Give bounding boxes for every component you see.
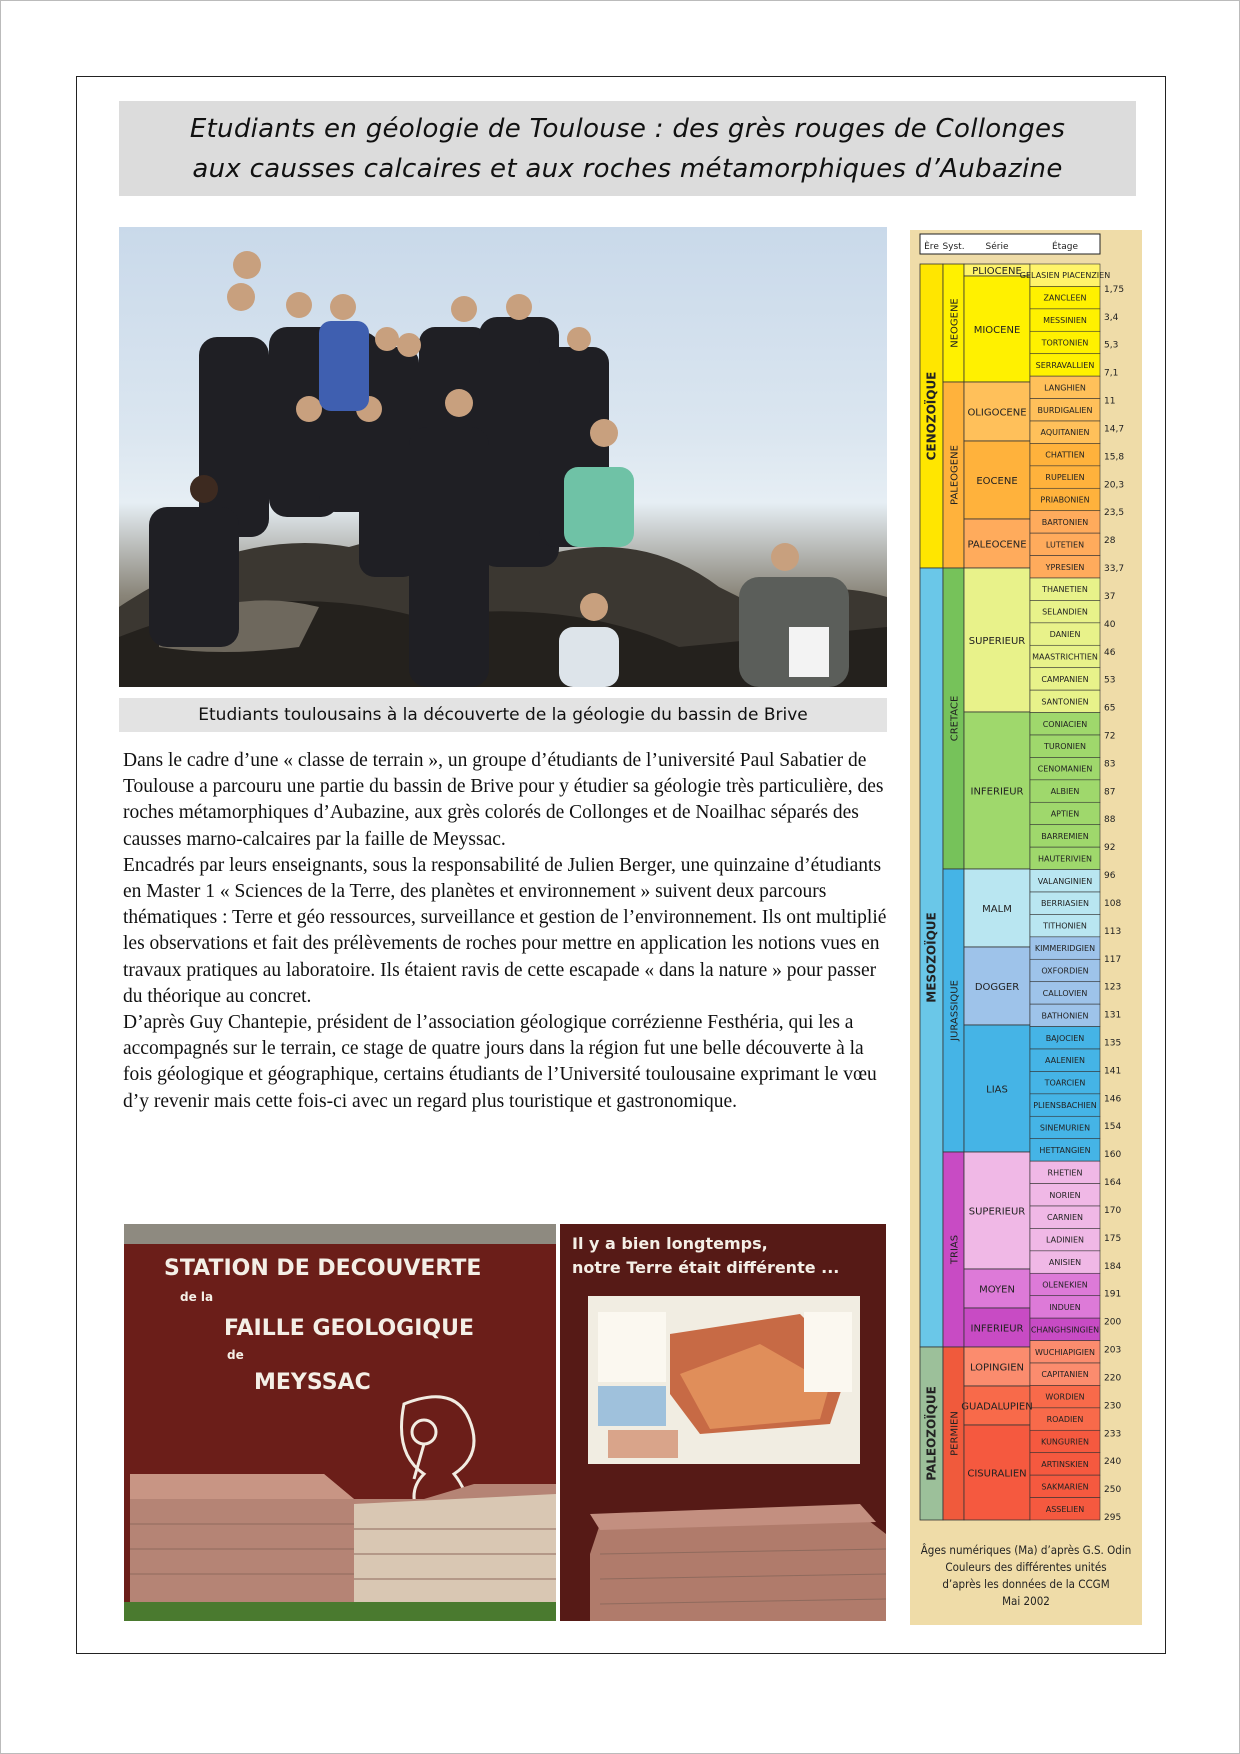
age-label: 164 <box>1104 1178 1122 1189</box>
age-label: 28 <box>1104 536 1116 547</box>
stage-label: CHATTIEN <box>1045 450 1085 460</box>
age-label: 72 <box>1104 731 1116 742</box>
geologic-timescale-chart <box>910 230 1142 1540</box>
chart-footer-line-4: Mai 2002 <box>1002 1594 1050 1608</box>
chart-footer <box>910 1542 1142 1610</box>
stage-label: DANIEN <box>1049 630 1081 640</box>
age-label: 250 <box>1104 1485 1122 1496</box>
title-line-2: aux causses calcaires et aux roches métamorphiques d’Aubazine <box>192 153 1063 184</box>
stage-label: SINEMURIEN <box>1039 1123 1091 1133</box>
stage-label: OLENEKIEN <box>1042 1280 1088 1290</box>
series-label: LIAS <box>986 1084 1008 1096</box>
stage-label: CALLOVIEN <box>1042 988 1088 998</box>
age-label: 191 <box>1104 1289 1122 1300</box>
system-label: JURASSIQUE <box>949 980 961 1041</box>
stage-label: LUTETIEN <box>1045 540 1085 550</box>
age-label: 230 <box>1104 1401 1122 1412</box>
stage-label: BURDIGALIEN <box>1037 405 1093 415</box>
age-label: 33,7 <box>1104 564 1125 575</box>
stage-label: MAASTRICHTIEN <box>1032 652 1098 662</box>
stage-label: ANISIEN <box>1048 1258 1082 1268</box>
faille-sign-photo <box>124 1224 556 1621</box>
stage-label: ZANCLEEN <box>1043 293 1087 303</box>
age-label: 170 <box>1104 1205 1122 1216</box>
information-panel-photo <box>560 1224 886 1621</box>
stage-label: SELANDIEN <box>1042 607 1088 617</box>
age-label: 23,5 <box>1104 508 1125 519</box>
system-label: NEOGENE <box>949 298 961 348</box>
era-label: PALEOZOÏQUE <box>924 1386 939 1481</box>
stage-label: NORIEN <box>1049 1190 1081 1200</box>
series-label: DOGGER <box>974 982 1020 993</box>
series-label: MOYEN <box>979 1284 1015 1296</box>
paragraph-1: Dans le cadre d’une « classe de terrain », un groupe d’étudiants de l’université Paul Sabatier de Toulouse a parcouru une partie du bassin de Brive pour y étudier sa géologie très particulière, des roches métamorphiques d’Aubazine, aux grès colorés de Collonges et de Noailhac séparés des causses marno-calcaires par la faille de Meyssac. <box>123 750 884 850</box>
series-label: OLIGOCENE <box>967 407 1027 419</box>
sign1-line-2: de la <box>180 1290 214 1304</box>
sign2-line-1: Il y a bien longtemps, <box>572 1234 768 1253</box>
age-label: 131 <box>1104 1010 1122 1021</box>
series-label: SUPERIEUR <box>968 636 1026 647</box>
chart-footer-line-2: Couleurs des différentes unités <box>945 1560 1107 1574</box>
age-label: 117 <box>1104 954 1122 965</box>
stage-label: VALANGINIEN <box>1037 876 1093 886</box>
system-label: TRIAS <box>949 1234 961 1265</box>
series-label: LOPINGIEN <box>969 1362 1025 1374</box>
article-body <box>123 748 888 1115</box>
age-label: 160 <box>1104 1150 1122 1161</box>
article-title <box>119 101 1136 196</box>
stage-label: TITHONIEN <box>1043 921 1087 931</box>
chart-footer-line-1: Âges numériques (Ma) d’après G.S. Odin <box>920 1543 1132 1557</box>
paragraph-2: Encadrés par leurs enseignants, sous la responsabilité de Julien Berger, une quinzaine d’étudiants en Master 1 « Sciences de la Terre, des planètes et environnement » suivent deux parcours thématiques : Terre et géo ressources, surveillance et gestion de l’environnement. Ils ont multiplié les observations et fait des prélèvements de roches pour mettre en application les notions vues en travaux pratiques au laboratoire. Ils étaient ravis de cette escapade « dans la nature » pour passer du théorique au concret. <box>123 854 887 1007</box>
stage-label: SAKMARIEN <box>1041 1482 1089 1492</box>
sign1-line-5: MEYSSAC <box>254 1370 371 1395</box>
stage-label: AQUITANIEN <box>1040 428 1090 438</box>
age-label: 295 <box>1104 1513 1122 1523</box>
stage-label: LANGHIEN <box>1044 383 1086 393</box>
stage-label: PLIENSBACHIEN <box>1033 1101 1097 1111</box>
stage-label: BERRIASIEN <box>1041 899 1089 909</box>
stage-label: OXFORDIEN <box>1041 966 1089 976</box>
sign1-line-1: STATION DE DECOUVERTE <box>164 1256 482 1281</box>
sign1-line-4: de <box>227 1348 244 1362</box>
stage-label: BAJOCIEN <box>1045 1033 1085 1043</box>
age-label: 92 <box>1104 843 1116 854</box>
age-label: 88 <box>1104 815 1116 826</box>
series-label: EOCENE <box>976 476 1018 487</box>
series-label: MIOCENE <box>973 325 1021 336</box>
stage-label: ALBIEN <box>1050 787 1080 797</box>
stage-label: WUCHIAPIGIEN <box>1035 1347 1095 1357</box>
stage-label: BATHONIEN <box>1041 1011 1089 1021</box>
stage-label: AALENIEN <box>1044 1056 1086 1066</box>
stage-label: GELASIEN PIACENZIEN <box>1019 271 1111 281</box>
stage-label: PRIABONIEN <box>1040 495 1090 505</box>
series-label: PALEOCENE <box>967 539 1027 551</box>
series-label: GUADALUPIEN <box>961 1401 1033 1413</box>
age-label: 3,4 <box>1104 312 1119 323</box>
chart-header-cell: Série <box>985 242 1009 252</box>
age-label: 40 <box>1104 619 1116 630</box>
photo-caption: Etudiants toulousains à la découverte de la géologie du bassin de Brive <box>119 698 887 732</box>
age-label: 141 <box>1104 1066 1122 1077</box>
stage-label: HAUTERIVIEN <box>1037 854 1093 864</box>
series-label: CISURALIEN <box>967 1468 1027 1480</box>
age-label: 83 <box>1104 759 1116 770</box>
stage-label: KIMMERIDGIEN <box>1034 944 1096 954</box>
stage-label: CARNIEN <box>1047 1213 1083 1223</box>
stage-label: LADINIEN <box>1045 1235 1085 1245</box>
series-label: PLIOCENE <box>972 266 1022 277</box>
stage-label: ASSELIEN <box>1045 1504 1085 1514</box>
age-label: 14,7 <box>1104 424 1125 435</box>
age-label: 200 <box>1104 1317 1122 1328</box>
age-label: 53 <box>1104 675 1116 686</box>
series-label: SUPERIEUR <box>968 1206 1026 1218</box>
age-label: 113 <box>1104 926 1122 937</box>
sign2-line-2: notre Terre était différente ... <box>572 1258 840 1277</box>
sign2-illustration <box>560 1224 886 1621</box>
age-label: 5,3 <box>1104 340 1119 351</box>
sign1-line-3: FAILLE GEOLOGIQUE <box>224 1316 475 1341</box>
stage-label: ARTINSKIEN <box>1041 1459 1089 1469</box>
era-label: MESOZOÏQUE <box>924 912 939 1003</box>
series-label: INFERIEUR <box>970 786 1024 798</box>
paragraph-3: D’après Guy Chantepie, président de l’association géologique corrézienne Festhéria, qui les a accompagnés sur le terrain, ce stage de quatre jours dans la région fut une belle découverte à la fois géologique et géographique, certains étudiants de l’Université toulousaine exprimant le vœu d’y revenir mais cette fois-ci avec un regard plus touristique et gastronomique. <box>123 1012 877 1112</box>
age-label: 240 <box>1104 1457 1122 1468</box>
stage-label: ROADIEN <box>1046 1415 1084 1425</box>
age-label: 46 <box>1104 647 1116 658</box>
stage-label: RUPELIEN <box>1045 473 1085 483</box>
age-label: 65 <box>1104 703 1116 714</box>
students-group-photo <box>119 227 887 687</box>
stage-label: YPRESIEN <box>1045 562 1085 572</box>
chart-header-cell: Ère <box>924 242 939 252</box>
stage-label: MESSINIEN <box>1043 316 1087 326</box>
stage-label: THANETIEN <box>1042 585 1088 595</box>
stage-label: CONIACIEN <box>1042 719 1088 729</box>
stage-label: TURONIEN <box>1044 742 1086 752</box>
title-line-1: Etudiants en géologie de Toulouse : des grès rouges de Collonges <box>189 113 1066 144</box>
stage-label: SANTONIEN <box>1041 697 1089 707</box>
chart-header-cell: Syst. <box>942 242 965 252</box>
sign1-illustration <box>124 1224 556 1621</box>
age-label: 135 <box>1104 1038 1122 1049</box>
system-label: PERMIEN <box>949 1411 961 1456</box>
system-label: CRETACE <box>949 695 961 742</box>
stage-label: SERRAVALLIEN <box>1035 360 1095 370</box>
age-label: 15,8 <box>1104 452 1125 463</box>
age-label: 220 <box>1104 1373 1122 1384</box>
age-label: 20,3 <box>1104 480 1125 491</box>
stage-label: HETTANGIEN <box>1039 1145 1091 1155</box>
age-label: 108 <box>1104 898 1122 909</box>
stage-label: BARREMIEN <box>1041 831 1089 841</box>
system-label: PALEOGENE <box>949 445 961 505</box>
age-label: 87 <box>1104 787 1116 798</box>
age-label: 123 <box>1104 982 1122 993</box>
chart-footer-line-3: d’après les données de la CCGM <box>942 1577 1110 1591</box>
series-label: INFERIEUR <box>970 1323 1024 1335</box>
age-label: 154 <box>1104 1122 1122 1133</box>
stage-label: CAPITANIEN <box>1041 1370 1089 1380</box>
stage-label: APTIEN <box>1050 809 1080 819</box>
stage-label: BARTONIEN <box>1041 517 1089 527</box>
age-label: 184 <box>1104 1261 1122 1272</box>
stage-label: TOARCIEN <box>1044 1078 1086 1088</box>
stage-label: RHETIEN <box>1047 1168 1083 1178</box>
age-label: 7,1 <box>1104 368 1119 379</box>
series-label: MALM <box>982 904 1012 915</box>
age-label: 175 <box>1104 1233 1122 1244</box>
age-label: 1,75 <box>1104 284 1125 295</box>
stage-label: CAMPANIEN <box>1041 674 1089 684</box>
stage-label: TORTONIEN <box>1041 338 1089 348</box>
students-photo-illustration <box>119 227 887 687</box>
age-label: 96 <box>1104 871 1116 882</box>
age-label: 11 <box>1104 396 1116 407</box>
stage-label: KUNGURIEN <box>1041 1437 1089 1447</box>
age-label: 146 <box>1104 1094 1122 1105</box>
stage-label: CHANGHSINGIEN <box>1030 1325 1100 1335</box>
stage-label: INDUEN <box>1049 1302 1081 1312</box>
chart-header-cell: Étage <box>1052 242 1078 252</box>
age-label: 203 <box>1104 1345 1122 1356</box>
geologic-timescale-panel <box>910 230 1142 1625</box>
era-label: CENOZOÏQUE <box>924 371 939 461</box>
stage-label: WORDIEN <box>1045 1392 1085 1402</box>
age-label: 37 <box>1104 591 1116 602</box>
stage-label: CENOMANIEN <box>1037 764 1093 774</box>
age-label: 233 <box>1104 1429 1122 1440</box>
